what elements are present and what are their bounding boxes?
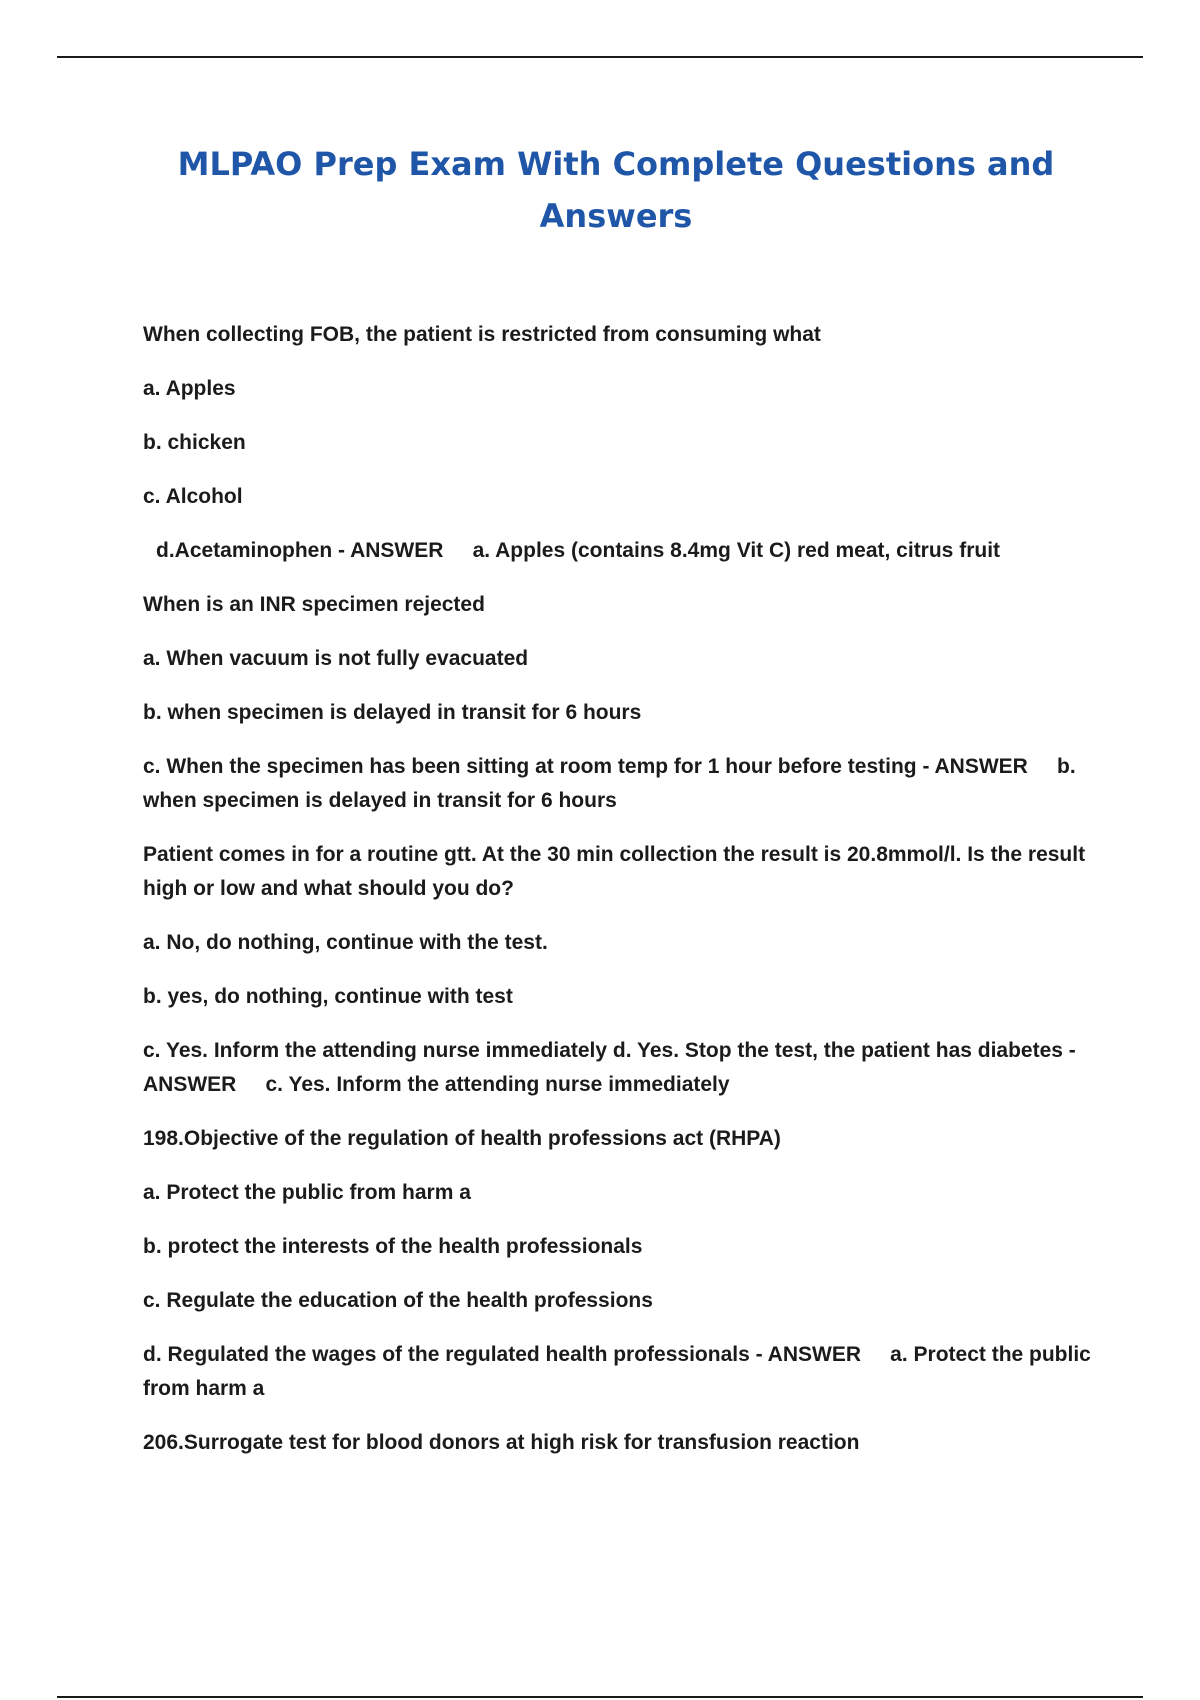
question-198-option-c: c. Regulate the education of the health professions bbox=[143, 1289, 653, 1312]
document-body bbox=[143, 318, 1097, 1480]
question-1-option-c: c. Alcohol bbox=[143, 485, 243, 508]
question-3-option-b: b. yes, do nothing, continue with test bbox=[143, 985, 513, 1008]
top-divider bbox=[57, 56, 1143, 58]
question-3-option-a: a. No, do nothing, continue with the test. bbox=[143, 931, 548, 954]
question-198-stem: 198.Objective of the regulation of health professions act (RHPA) bbox=[143, 1127, 781, 1150]
question-2-option-c-answer: c. When the specimen has been sitting at room temp for 1 hour before testing - ANSWER b. when specimen is delayed in transit for 6 hours bbox=[143, 755, 1082, 812]
question-2-stem: When is an INR specimen rejected bbox=[143, 593, 485, 616]
title-line-2: Answers bbox=[539, 197, 693, 235]
question-1-option-d-answer: d.Acetaminophen - ANSWER a. Apples (contains 8.4mg Vit C) red meat, citrus fruit bbox=[156, 539, 1001, 562]
question-198-option-a: a. Protect the public from harm a bbox=[143, 1181, 471, 1204]
document-title bbox=[160, 138, 1072, 242]
bottom-divider bbox=[57, 1696, 1143, 1698]
question-1-stem: When collecting FOB, the patient is restricted from consuming what bbox=[143, 323, 821, 346]
question-198-option-d-answer: d. Regulated the wages of the regulated health professionals - ANSWER a. Protect the public from harm a bbox=[143, 1343, 1097, 1400]
question-3-option-cd-answer: c. Yes. Inform the attending nurse immediately d. Yes. Stop the test, the patient has diabetes - ANSWER c. Yes. Inform the attending nurse immediately bbox=[143, 1039, 1081, 1096]
question-1-option-b: b. chicken bbox=[143, 431, 246, 454]
question-206-stem: 206.Surrogate test for blood donors at high risk for transfusion reaction bbox=[143, 1431, 860, 1454]
question-2-option-a: a. When vacuum is not fully evacuated bbox=[143, 647, 529, 670]
title-line-1: MLPAO Prep Exam With Complete Questions and bbox=[177, 145, 1055, 183]
question-2-option-b: b. when specimen is delayed in transit for 6 hours bbox=[143, 701, 642, 724]
question-198-option-b: b. protect the interests of the health professionals bbox=[143, 1235, 643, 1258]
question-1-option-a: a. Apples bbox=[143, 377, 236, 400]
question-3-stem: Patient comes in for a routine gtt. At the 30 min collection the result is 20.8mmol/l. Is the result high or low and what should you do? bbox=[143, 843, 1091, 900]
